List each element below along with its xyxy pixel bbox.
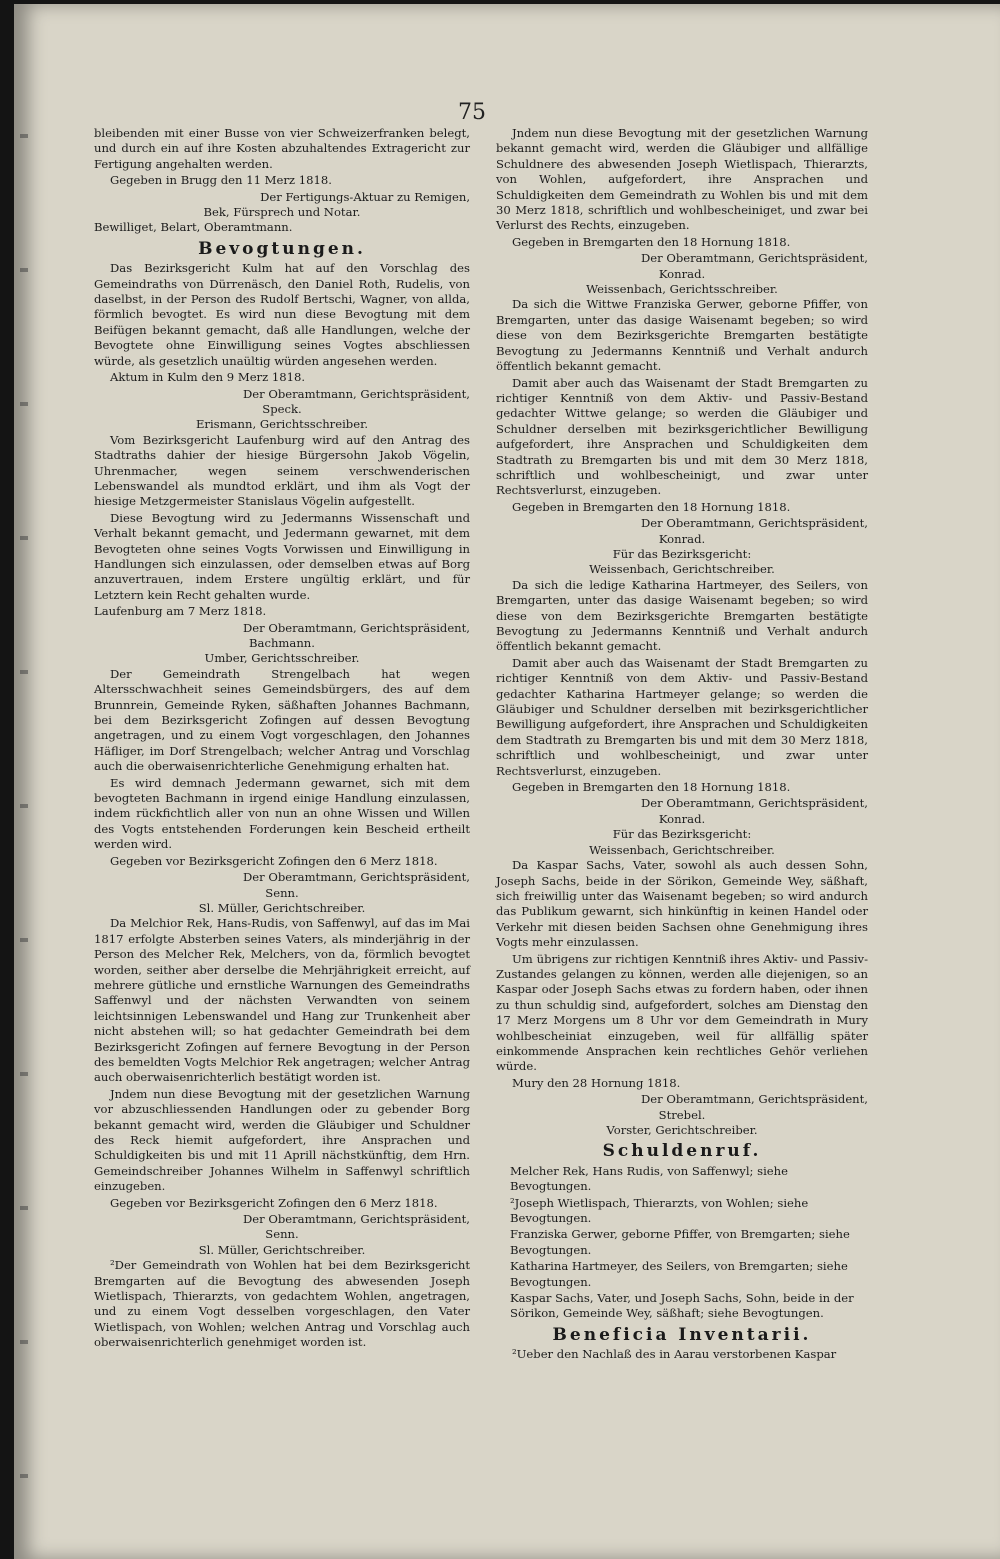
schuldenruf-list: [496, 1164, 868, 1322]
section-heading-bevogtungen: Bevogtungen.: [198, 238, 366, 259]
paragraph: Diese Bevogtung wird zu Jedermanns Wissenschaft und Verhalt bekannt gemacht, und Jedermann gewarnet, mit dem Bevogteten ohne seines Vogts Vorwissen und Einwilligung in Handlungen sich einzulassen, oder demselben etwas auf Borg anzuvertrauen, indem Erstere ungültig erklärt, und für Letztern kein Recht gehalten wurde.: [94, 510, 470, 602]
signature-line: Bek, Fürsprech und Notar.: [203, 205, 361, 220]
paragraph: Da sich die ledige Katharina Hartmeyer, des Seilers, von Bremgarten, unter das dasige Waisenamt begeben; so wird diese von dem Bezirksgerichte Bremgarten bestätigte Bevogtung zu Jedermanns Kenntniß und Verhalt andurch öffentlich bekannt gemacht.: [496, 577, 868, 654]
signature-line: Umber, Gerichtsschreiber.: [204, 651, 360, 666]
signature-line: Senn.: [265, 885, 299, 900]
signature-line: Der Oberamtmann, Gerichtspräsident,: [640, 1092, 868, 1107]
signature-line: Sl. Müller, Gerichtschreiber.: [198, 1242, 366, 1257]
date-line: Gegeben in Brugg den 11 Merz 1818.: [110, 173, 332, 188]
signature-line: Strebel.: [658, 1107, 706, 1122]
signature-line: Bewilliget, Belart, Oberamtmann.: [94, 220, 293, 235]
page-number: 75: [458, 100, 486, 125]
signature-line: Konrad.: [658, 811, 706, 826]
signature-line: Senn.: [265, 1227, 299, 1242]
paragraph: Jndem nun diese Bevogtung mit der gesetzlichen Warnung vor abzuschliessenden Handlungen oder zu gebender Borg bekannt gemacht wird, werden die Gläubiger und Schuldner des Reck hiemit aufgefordert, ihre Ansprachen und Schuldigkeiten bis und mit 11 Aprill nächstkünftig, dem Hrn. Gemeindschreiber Johannes Wilhelm in Saffenwyl schriftlich einzugeben.: [94, 1086, 470, 1194]
signature-line: Der Fertigungs-Aktuar zu Remigen,: [260, 189, 470, 204]
list-item: ²Joseph Wietlispach, Thierarzts, von Wohlen; siehe Bevogtungen.: [510, 1195, 809, 1226]
date-line: Gegeben vor Bezirksgericht Zofingen den 6 Merz 1818.: [110, 853, 438, 868]
newspaper-page: [14, 4, 1000, 1559]
signature-line: Für das Bezirksgericht:: [612, 827, 752, 842]
signature-line: Weissenbach, Gerichtschreiber.: [589, 562, 775, 577]
paragraph: Vom Bezirksgericht Laufenburg wird auf den Antrag des Stadtraths dahier der hiesige Bürgersohn Jakob Vögelin, Uhrenmacher, wegen seinem verschwenderischen Lebenswandel als mundtod erklärt, und ihm als Vogt der hiesige Metzgermeister Stanislaus Vögelin aufgestellt.: [94, 432, 470, 509]
paragraph: Jndem nun diese Bevogtung mit der gesetzlichen Warnung bekannt gemacht wird, werden die Gläubiger und allfällige Schuldnere des abwesenden Joseph Wietlispach, Thierarzts, von Wohlen, aufgefordert, ihre Ansprachen und Schuldigkeiten dem Gemeindrath zu Wohlen bis und mit dem 30 Merz 1818, schriftlich und wohlbescheiniget, und zwar bei Verlurst des Rechts, einzugeben.: [496, 126, 868, 233]
signature-line: Der Oberamtmann, Gerichtspräsident,: [242, 1212, 470, 1227]
signature-line: Der Oberamtmann, Gerichtspräsident,: [242, 870, 470, 885]
signature-line: Der Oberamtmann, Gerichtspräsident,: [242, 620, 470, 635]
signature-line: Erismann, Gerichtsschreiber.: [195, 417, 369, 432]
paragraph: Das Bezirksgericht Kulm hat auf den Vorschlag des Gemeindraths von Dürrenäsch, den Daniel Roth, Rudelis, von daselbst, in der Person des Rudolf Bertschi, Wagner, von allda, förmlich bevogtet. Es wird nun diese Bevogtung mit dem Beifügen bekannt gemacht, daß alle Handlungen, welche der Bevogtete ohne Einwilligung seines Vogtes abschliessen würde, als gesetzlich unaültig würden angesehen werden.: [94, 261, 470, 368]
paragraph: bleibenden mit einer Busse von vier Schweizerfranken belegt, und durch ein auf ihre Kosten abzuhaltendes Extragericht zur Fertigung angehalten werden.: [94, 126, 470, 171]
signature-line: Weissenbach, Gerichtsschreiber.: [586, 282, 778, 297]
signature-line: Konrad.: [658, 266, 706, 281]
date-line: Gegeben in Bremgarten den 18 Hornung 1818.: [512, 234, 791, 249]
section-heading-schuldenruf: Schuldenruf.: [602, 1141, 762, 1162]
paragraph: Damit aber auch das Waisenamt der Stadt Bremgarten zu richtiger Kenntniß von dem Aktiv- und Passiv-Bestand gedachter Katharina Hartmeyer gelange; so werden die Gläubiger und Schuldner derselben mit bezirksgerichtlicher Bewilligung aufgefordert, ihre Ansprachen und Schuldigkeiten dem Stadtrath zu Bremgarten bis und mit dem 30 Merz 1818, schriftlich und wohlbescheinigt, und zwar unter Rechtsverlurst, einzugeben.: [496, 655, 868, 778]
signature-line: Für das Bezirksgericht:: [612, 546, 752, 561]
list-item: Melcher Rek, Hans Rudis, von Saffenwyl; siehe Bevogtungen.: [510, 1163, 788, 1194]
date-line: Aktum in Kulm den 9 Merz 1818.: [110, 370, 306, 385]
paragraph: Da Melchior Rek, Hans-Rudis, von Saffenwyl, auf das im Mai 1817 erfolgte Absterben seines Vaters, als minderjährig in der Person des Melcher Rek, Melchers, von da, förmlich bevogtet worden, seither aber derselbe die Mehrjährigkeit erreicht, auf mehrere gütliche und ernstliche Warnungen des Gemeindraths Saffenwyl und der nächsten Verwandten von seinem leichtsinnigen Lebenswandel und Hang zur Trunkenheit aber nicht abstehen will; so hat gedachter Gemeindrath bei dem Bezirksgericht Zofingen auf fernere Bevogtung in der Person des bemeldten Vogts Melchior Rek angetragen; welcher Antrag auch oberwaisenrichterlich bestätigt worden ist.: [94, 916, 470, 1085]
section-heading-beneficia-inventarii: Beneficia Inventarii.: [552, 1324, 812, 1345]
date-line: Gegeben in Bremgarten den 18 Hornung 1818.: [512, 499, 791, 514]
date-line: Mury den 28 Hornung 1818.: [512, 1075, 681, 1090]
paragraph: ²Der Gemeindrath von Wohlen hat bei dem Bezirksgericht Bremgarten auf die Bevogtung des abwesenden Joseph Wietlispach, Thierarzts, von gedachtem Wohlen, angetragen, und zu einem Vogt desselben vorgeschlagen, den Vater Wietlispach, von Wohlen; welchen Antrag und Vorschlag auch oberwaisenrichterlich genehmiget worden ist.: [94, 1258, 470, 1350]
paragraph: Es wird demnach Jedermann gewarnet, sich mit dem bevogteten Bachmann in irgend einige Handlung einzulassen, indem rückfichtlich aller von nun an ohne Wissen und Willen des Vogts entstehenden Forderungen kein Bescheid ertheilt werden wird.: [94, 775, 470, 852]
date-line: Laufenburg am 7 Merz 1818.: [94, 604, 267, 619]
signature-line: Sl. Müller, Gerichtschreiber.: [198, 900, 366, 915]
signature-line: Der Oberamtmann, Gerichtspräsident,: [242, 386, 470, 401]
signature-line: Weissenbach, Gerichtschreiber.: [589, 842, 775, 857]
signature-line: Der Oberamtmann, Gerichtspräsident,: [640, 251, 868, 266]
signature-line: Der Oberamtmann, Gerichtspräsident,: [640, 796, 868, 811]
list-item: Franziska Gerwer, geborne Pfiffer, von Bremgarten; siehe Bevogtungen.: [510, 1227, 850, 1257]
list-item: Katharina Hartmeyer, des Seilers, von Bremgarten; siehe Bevogtungen.: [510, 1259, 848, 1289]
paragraph: Da sich die Wittwe Franziska Gerwer, geborne Pfiffer, von Bremgarten, unter das dasige Waisenamt begeben; so wird diese von dem Bezirksgerichte Bremgarten bestätigte Bevogtung zu Jedermanns Kenntniß und Verhalt andurch öffentlich bekannt gemacht.: [496, 297, 868, 374]
signature-line: Der Oberamtmann, Gerichtspräsident,: [640, 516, 868, 531]
signature-line: Bachmann.: [249, 636, 315, 650]
paragraph: ²Ueber den Nachlaß des in Aarau verstorbenen Kaspar: [512, 1347, 837, 1362]
signature-line: Speck.: [262, 401, 302, 416]
paragraph: Der Gemeindrath Strengelbach hat wegen Altersschwachheit seines Gemeindsbürgers, des auf dem Brunnrein, Gemeinde Ryken, säßhaften Johannes Bachmann, bei dem Bezirksgericht Zofingen auf dessen Bevogtung angetragen, und zu einem Vogt vorgeschlagen, den Johannes Häfliger, im Dorf Strengelbach; welcher Antrag und Vorschlag auch die oberwaisenrichterliche Genehmigung erhalten hat.: [94, 666, 470, 774]
right-column: [496, 126, 868, 1364]
signature-line: Vorster, Gerichtschreiber.: [606, 1123, 758, 1137]
date-line: Gegeben in Bremgarten den 18 Hornung 1818.: [512, 780, 791, 795]
date-line: Gegeben vor Bezirksgericht Zofingen den 6 Merz 1818.: [110, 1195, 438, 1210]
paragraph: Um übrigens zur richtigen Kenntniß ihres Aktiv- und Passiv-Zustandes gelangen zu können, werden alle diejenigen, so an Kaspar oder Joseph Sachs etwas zu fordern haben, oder ihnen zu thun schuldig sind, aufgefordert, solches am Dienstag den 17 Merz Morgens um 8 Uhr vor dem Gemeindrath in Mury wohlbescheiniat einzugeben, weil für allfällig später einkommende Ansprachen kein rechtliches Gehör verliehen würde.: [496, 951, 868, 1074]
signature-line: Konrad.: [658, 531, 706, 546]
binding-edge: [20, 4, 28, 1559]
paragraph: Da Kaspar Sachs, Vater, sowohl als auch dessen Sohn, Joseph Sachs, beide in der Sörikon, Gemeinde Wey, säßhaft, sich freiwillig unter das Waisenamt begeben; so wird andurch das Publikum gewarnt, sich hinkünftig in keinen Handel oder Verkehr mit diesen beiden Sachsen ohne Genehmigung ihres Vogts mehr einzulassen.: [496, 858, 868, 950]
left-column: [94, 126, 470, 1352]
paragraph: Damit aber auch das Waisenamt der Stadt Bremgarten zu richtiger Kenntniß von dem Aktiv- und Passiv-Bestand gedachter Wittwe gelange; so werden die Gläubiger und Schuldner derselben mit bezirksgerichtlicher Bewilligung aufgefordert, ihre Ansprachen und Schuldigkeiten dem Stadtrath zu Bremgarten bis und mit dem 30 Merz 1818, schriftlich und wohlbescheinigt, und zwar unter Rechtsverlurst, einzugeben.: [496, 375, 868, 498]
list-item: Kaspar Sachs, Vater, und Joseph Sachs, Sohn, beide in der Sörikon, Gemeinde Wey, säßhaft; siehe Bevogtungen.: [510, 1291, 854, 1321]
